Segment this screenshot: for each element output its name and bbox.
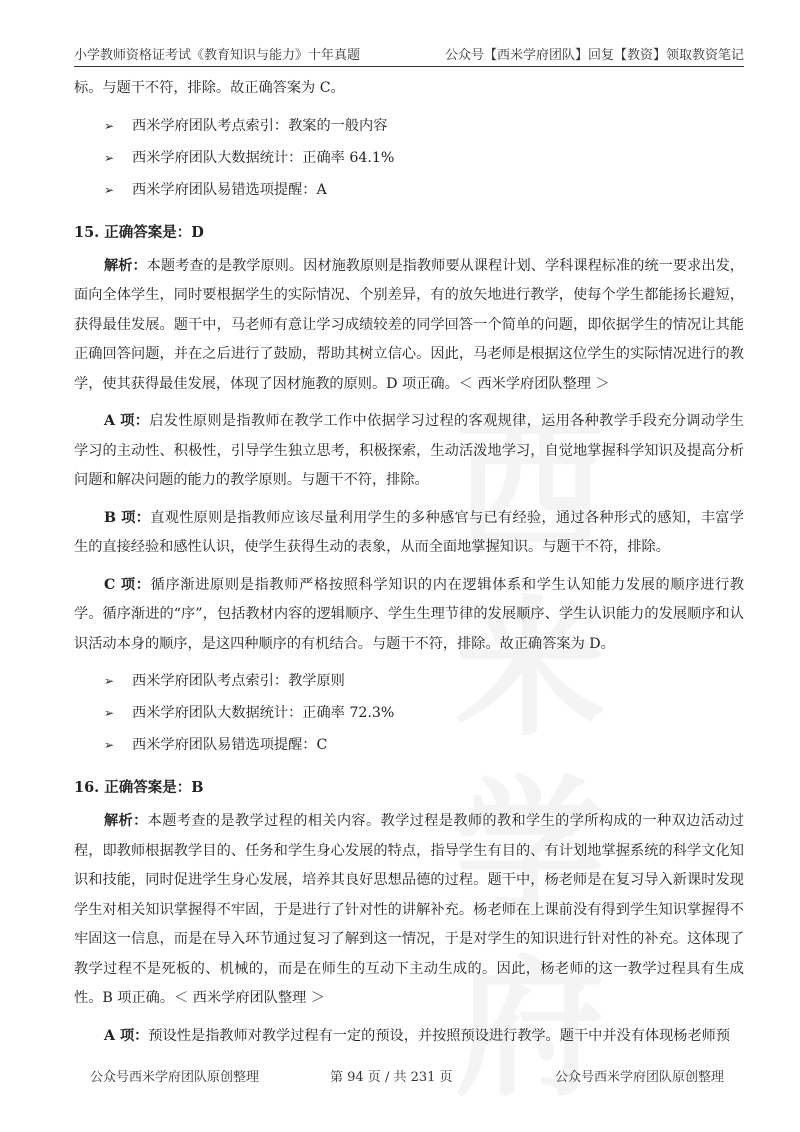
footer-left: 公众号西米学府团队原创整理 — [90, 1070, 260, 1085]
q15-option-b: B 项：直观性原则是指教师应该尽量利用学生的多种感官与已有经验，通过各种形式的感知，丰富学生的直接经验和感性认识，使学生获得生动的表象，从而全面地掌握知识。与题干不符，排除。 — [74, 509, 744, 555]
q16-option-a: A 项：预设性是指教师对教学过程有一定的预设，并按照预设进行教学。题干中并没有体现杨老师预 — [104, 1027, 731, 1044]
q16-analysis: 解析：本题考查的是教学过程的相关内容。教学过程是教师的教和学生的学所构成的一种双边活动过程，即教师根据教学目的、任务和学生身心发展的特点，指导学生有目的、有计划地掌握系统的科学文化知识和技能，同时促进学生身心发展，培养其良好思想品德的过程。题干中，杨老师是在复习导入新课时发现学生对相关知识掌握得不牢固，于是进行了针对性的讲解补充。杨老师在上课前没有得到学生知识掌握得不牢固这一信息，而是在导入环节通过复习了解到这一情况，于是对学生的知识进行针对性的补充。这体现了教学过程不是死板的、机械的，而是在师生的互动下主动生成的。因此，杨老师的这一教学过程具有生成性。B 项正确。＜ 西米学府团队整理 ＞ — [74, 813, 744, 1006]
list-item: ➢ 西米学府团队易错选项提醒：C — [104, 737, 328, 753]
list-item: ➢ 西米学府团队考点索引：教案的一般内容 — [104, 117, 388, 134]
header-promo: 公众号【西米学府团队】回复【教资】领取教资笔记 — [444, 48, 744, 63]
q15-option-c: C 项：循序渐进原则是指教师严格按照科学知识的内在逻辑体系和学生认知能力发展的顺序进行教学。循序渐进的“序”，包括教材内容的逻辑顺序、学生生理节律的发展顺序、学生认识能力的发展顺序和认识活动本身的顺序，是这四种顺序的有机结合。与题干不符，排除。故正确答案为 D。 — [74, 576, 744, 652]
question-15-answer: 15. 正确答案是：D — [74, 223, 204, 241]
arrow-bullet-icon: ➢ — [104, 182, 115, 197]
arrow-bullet-icon: ➢ — [104, 738, 115, 752]
list-item: ➢ 西米学府团队大数据统计：正确率 72.3% — [104, 705, 395, 721]
footer-right: 公众号西米学府团队原创整理 — [554, 1070, 724, 1085]
page-header — [74, 40, 744, 67]
page-number: 第 94 页 / 共 231 页 — [330, 1070, 453, 1085]
arrow-bullet-icon: ➢ — [104, 118, 115, 133]
arrow-bullet-icon: ➢ — [104, 150, 115, 165]
q15-option-a: A 项：启发性原则是指教师在教学工作中依据学习过程的客观规律，运用各种教学手段充分调动学生学习的主动性、积极性，引导学生独立思考，积极探索，生动活泼地学习，自觉地掌握科学知识及提高分析问题和解决问题的能力的教学原则。与题干不符，排除。 — [74, 413, 744, 488]
list-item: ➢ 西米学府团队易错选项提醒：A — [104, 181, 327, 198]
arrow-bullet-icon: ➢ — [104, 674, 115, 688]
header-title: 小学教师资格证考试《教育知识与能力》十年真题 — [74, 48, 361, 63]
carry-over-line: 标。与题干不符，排除。故正确答案为 C。 — [74, 80, 345, 96]
question-16-answer: 16. 正确答案是：B — [74, 779, 204, 796]
q15-analysis: 解析：本题考查的是教学原则。因材施教原则是指教师要从课程计划、学科课程标准的统一要求出发，面向全体学生，同时要根据学生的实际情况、个别差异，有的放矢地进行教学，使每个学生都能扬长避短，获得最佳发展。题干中，马老师有意让学习成绩较差的同学回答一个简单的问题，即依据学生的情况让其能正确回答问题，并在之后进行了鼓励，帮助其树立信心。因此，马老师是根据这位学生的实际情况进行的教学，使其获得最佳发展，体现了因材施教的原则。D 项正确。＜ 西米学府团队整理 ＞ — [74, 257, 744, 392]
watermark-logo: 西米学府 — [454, 403, 605, 1117]
arrow-bullet-icon: ➢ — [104, 706, 115, 720]
list-item: ➢ 西米学府团队大数据统计：正确率 64.1% — [104, 149, 395, 166]
list-item: ➢ 西米学府团队考点索引：教学原则 — [104, 673, 345, 689]
